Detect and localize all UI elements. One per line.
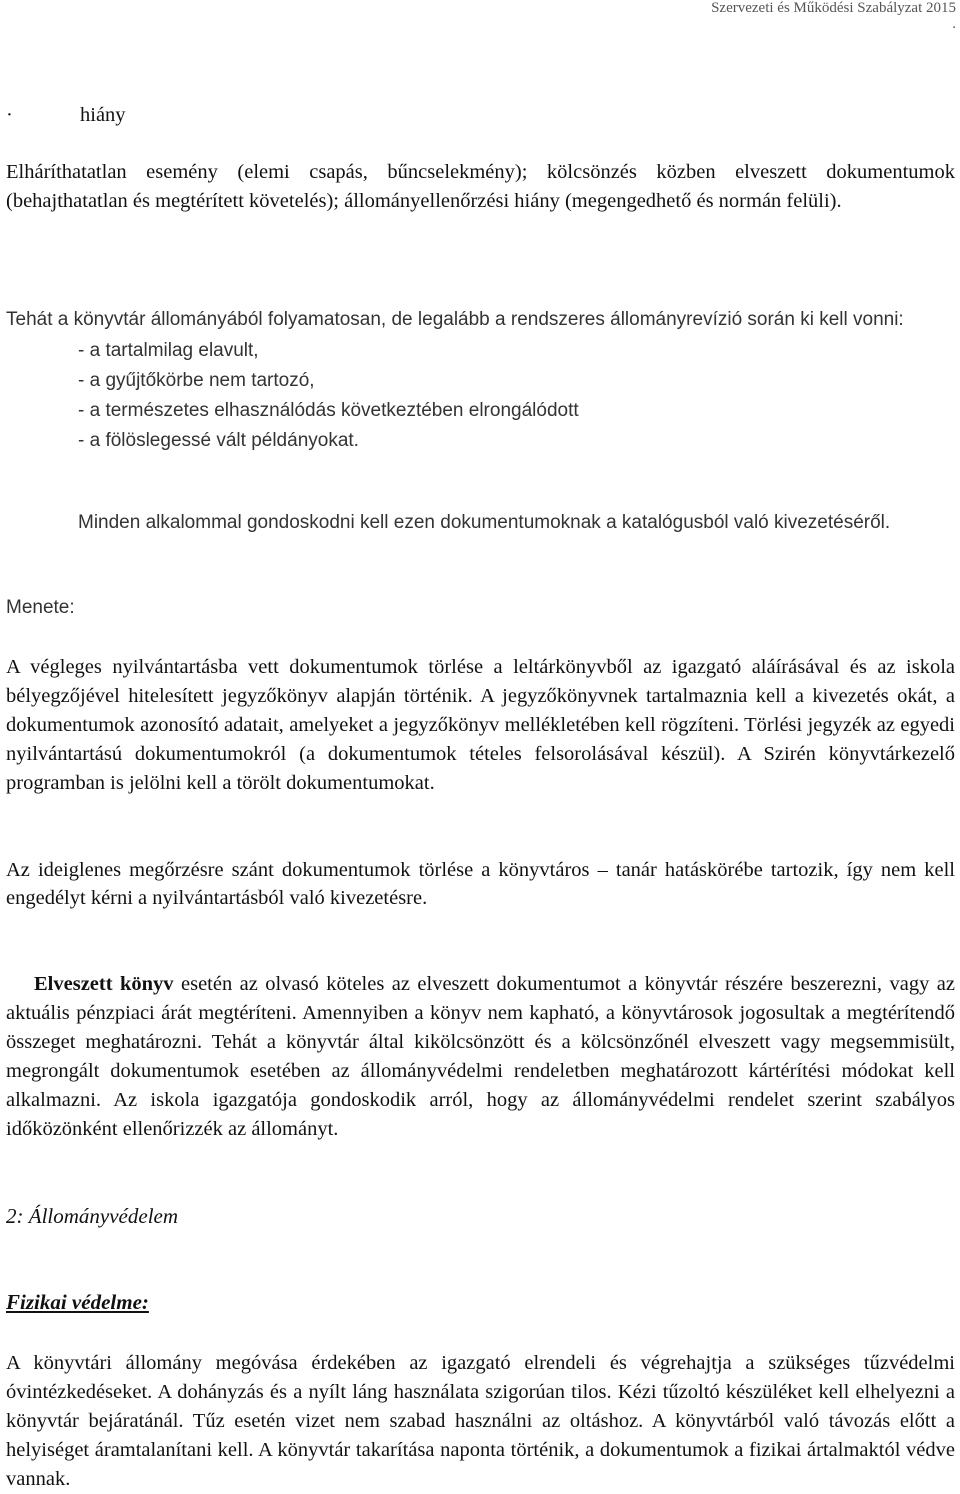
- elveszett-rest: esetén az olvasó köteles az elveszett dokumentumot a könyvtár részére beszerezni, vagy az aktuális pénzpiaci árát megtéríteni. Amennyiben a könyv nem kapható, a könyvtárosok jogosultak a megtérítendő összeget meghatározni. Tehát a könyvtár által kikölcsönzött és a kölcsönzőnél elveszett vagy megsemmisült, megrongált dokumentumok esetében az állományvédelmi rendeletben meghatározott kártérítési módokat kell alkalmazni. Az iskola igazgatója gondoskodik arról, hogy az állományvédelmi rendelet szerint szabályos időközönként ellenőrizzék az állományt.: [6, 973, 955, 1140]
- paragraph-tehat: Tehát a könyvtár állományából folyamatosan, de legalább a rendszeres állományrevízió során ki kell vonni:: [6, 309, 904, 330]
- paragraph-menete: Menete:: [6, 597, 75, 618]
- paragraph-elveszett: [6, 970, 955, 1144]
- section-heading-fizikai: Fizikai védelme:: [6, 1290, 149, 1314]
- section-heading-allomanyvedelem: 2: Állományvédelem: [6, 1204, 179, 1228]
- page-header: [711, 0, 956, 31]
- list-item: - a fölöslegessé vált példányokat.: [78, 430, 359, 451]
- list-item: - a tartalmilag elavult,: [78, 340, 259, 361]
- elveszett-konyv-term: Elveszett könyv: [34, 973, 174, 995]
- paragraph-vegleges: A végleges nyilvántartásba vett dokumentumok törlése a leltárkönyvből az igazgató aláírásával és az iskola bélyegzőjével hitelesített jegyzőkönyv alapján történik. A jegyzőkönyvnek tartalmaznia kell a kivezetés okát, a dokumentumok azonosító adatait, amelyeket a jegyzőkönyv mellékletében kell rögzíteni. Törlési jegyzék az egyedi nyilvántartású dokumentumokról (a dokumentumok tételes felsorolásával készül). A Szirén könyvtárkezelő programban is jelölni kell a törölt dokumentumokat.: [6, 656, 955, 794]
- paragraph-konyvtari: A könyvtári állomány megóvása érdekében az igazgató elrendeli és végrehajtja a szükséges tűzvédelmi óvintézkedéseket. A dohányzás és a nyílt láng használata szigorúan tilos. Kézi tűzoltó készüléket kell elhelyezni a könyvtár bejáratánál. Tűz esetén vizet nem szabad használni az oltáshoz. A könyvtárból való távozás előtt a helyiséget áramtalanítani kell. A könyvtár takarítása naponta történik, a dokumentumok a fizikai ártalmaktól védve vannak.: [6, 1352, 955, 1490]
- bullet-icon: ·: [6, 104, 13, 126]
- paragraph-ideiglenes: Az ideiglenes megőrzésre szánt dokumentumok törlése a könyvtáros – tanár hatáskörébe tartozik, így nem kell engedélyt kérni a nyilvántartásból való kivezetésre.: [6, 859, 955, 909]
- withdrawal-list: [78, 336, 579, 456]
- header-dot: .: [952, 16, 956, 32]
- paragraph-minden: Minden alkalommal gondoskodni kell ezen dokumentumoknak a katalógusból való kivezetéséről.: [78, 512, 891, 533]
- paragraph-elharithatatlan: Elháríthatatlan esemény (elemi csapás, bűncselekmény); kölcsönzés közben elveszett dokumentumok (behajthatatlan és megtérített követelés); állományellenőrzési hiány (megengedhető és normán felüli).: [6, 161, 955, 212]
- header-title: Szervezeti és Működési Szabályzat 2015: [711, 0, 956, 16]
- list-item: - a gyűjtőkörbe nem tartozó,: [78, 370, 315, 391]
- hiany-item: [6, 101, 126, 129]
- list-item: - a természetes elhasználódás következtében elrongálódott: [78, 400, 579, 421]
- hiany-label: hiány: [80, 104, 126, 126]
